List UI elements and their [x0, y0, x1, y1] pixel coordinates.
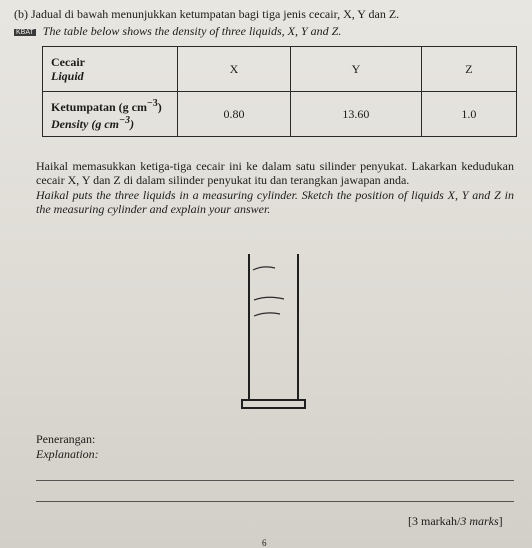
cylinder-base	[242, 400, 305, 408]
question-label: (b)	[14, 7, 28, 21]
answer-line-1[interactable]	[36, 480, 514, 481]
marks-close: ]	[498, 514, 503, 528]
unit-close: )	[157, 100, 162, 114]
explanation-label-malay: Penerangan:	[36, 432, 96, 446]
density-label-english-text: Density (g cm	[51, 117, 119, 131]
sketch-liquid-line-lower	[254, 313, 280, 316]
question-intro-malay	[14, 7, 399, 22]
header-cell	[43, 47, 178, 92]
kbat-badge: KBAT	[16, 29, 34, 36]
density-y-value: 13.60	[291, 92, 422, 137]
question-intro-english	[14, 24, 341, 39]
density-table	[42, 46, 517, 137]
intro-english-text: The table below shows the density of three liquids, X, Y and Z.	[42, 24, 342, 38]
sketch-liquid-line-middle	[254, 297, 284, 300]
unit-superscript: −3	[119, 115, 131, 126]
marks-malay: [3 markah/	[408, 514, 461, 528]
density-label-malay	[51, 97, 169, 114]
density-label-cell	[43, 92, 178, 137]
answer-line-2[interactable]	[36, 501, 514, 502]
sketch-liquid-line-top	[253, 267, 275, 270]
header-liquid-malay: Cecair	[51, 55, 85, 69]
unit-superscript: −3	[147, 98, 158, 109]
measuring-cylinder[interactable]	[236, 248, 316, 416]
header-liquid-english: Liquid	[51, 69, 84, 83]
liquid-y-cell: Y	[291, 47, 422, 92]
instruction-malay: Haikal memasukkan ketiga-tiga cecair ini ke dalam satu silinder penyukat. Lakarkan kedudukan cecair X, Y dan Z di dalam silinder penyukat itu dan terangkan jawapan anda.	[36, 159, 514, 187]
density-x-value: 0.80	[178, 92, 291, 137]
density-z-value: 1.0	[421, 92, 516, 137]
liquid-x-cell: X	[178, 47, 291, 92]
marks-allocation	[408, 514, 503, 529]
explanation-label-english: Explanation:	[36, 447, 99, 461]
table-row	[43, 92, 517, 137]
marks-english: 3 marks	[460, 514, 499, 528]
instruction-english: Haikal puts the three liquids in a measuring cylinder. Sketch the position of liquids X, Y and Z in the measuring cylinder and explain your answer.	[36, 188, 514, 216]
unit-close: )	[130, 117, 135, 131]
liquid-z-cell: Z	[421, 47, 516, 92]
table-row	[43, 47, 517, 92]
density-label-malay-text: Ketumpatan (g cm	[51, 100, 147, 114]
intro-malay-text: Jadual di bawah menunjukkan ketumpatan bagi tiga jenis cecair, X, Y dan Z.	[31, 7, 400, 21]
density-label-english	[51, 114, 169, 131]
page-number: 6	[262, 538, 267, 548]
